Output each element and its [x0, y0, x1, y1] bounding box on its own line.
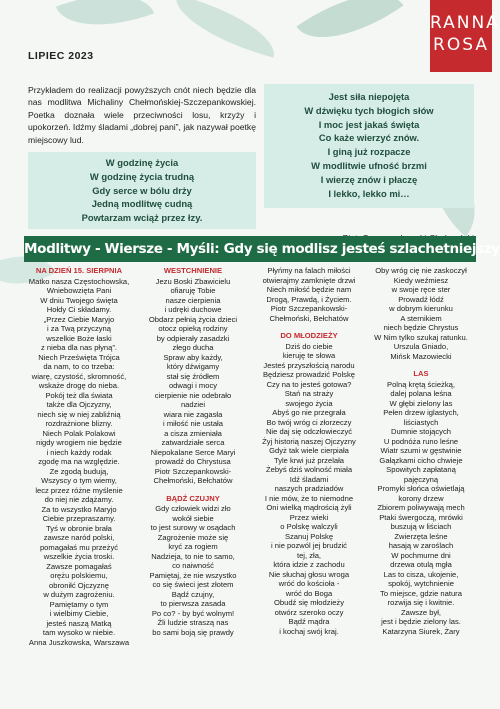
poem-line: Niech miłość będzie nam [266, 285, 352, 294]
poem-line: Czy na to jesteś gotowa? [266, 379, 352, 389]
poem-line: Niepokalane Serce Maryi [150, 447, 236, 457]
poem-line: Pokój też dla świata [45, 390, 113, 400]
poem-line: Oby wróg cię nie zaskoczył [375, 266, 467, 275]
poem-line: Tyś w obronie brała [46, 523, 112, 533]
poem-line: Zawsze był, [400, 607, 442, 617]
poem-line: otwierajmy zamknięte drzwi [262, 275, 356, 285]
poem-line: w swoje ręce ster [391, 285, 451, 294]
poem-line: Obdarz pełnią życia dzieci [148, 314, 238, 324]
poem-line: dalej polana leśna [390, 389, 452, 398]
poem-line: prowadź do Chrystusa [155, 457, 231, 466]
poem-line: Hołdy Ci składamy. [46, 305, 112, 314]
poem-line: lecz przez różne myślenie [35, 485, 123, 495]
poem-title: DO MŁODZIEŻY [280, 331, 338, 340]
poem-line: która idzie z zachodu [273, 560, 345, 569]
poem-line: wiara nie zagasła [163, 409, 223, 419]
leaf-decoration [296, 0, 403, 63]
poem-line: tam wysoko w niebie. [42, 628, 116, 637]
poem-line: i nie pozwól jej brudzić [271, 541, 347, 550]
poem-line: pajęczyną [403, 474, 439, 484]
poem-line: Prowadź łódź [398, 294, 444, 304]
poem-line: Zwierzęta leśne [394, 531, 448, 541]
poem-line: Przez wieki [289, 512, 329, 522]
magazine-logo [430, 0, 500, 72]
poem-line: niech się w niej zabliźnią [37, 409, 121, 419]
poem-line: kieruję te słowa [282, 351, 336, 360]
poem-line: wiarę, czystość, skromność, [31, 371, 127, 381]
poem-line: W Nim tylko szukaj ratunku. [374, 332, 468, 342]
poem-line: Powtarzam wciąż przez łzy. [81, 212, 203, 224]
poem-line: I wierzę znów i płaczę [320, 173, 418, 185]
poem-line: kryć za rogiem [168, 542, 218, 551]
poem-line: z nieba dla nas płyną”. [41, 343, 117, 352]
poem-line: W głębi zielony las [389, 398, 453, 408]
poem-line: Zbiorem poliwywają mech [377, 503, 465, 512]
poem-line: zgodę ma na względzie. [38, 457, 120, 466]
poem-line: Jest siła niepojęta [328, 91, 410, 102]
poem-body [366, 380, 476, 627]
poem-line: Promyki słońca oświetlają [377, 484, 465, 493]
poem-line: Będziesz prowadzić Polskę [262, 370, 355, 379]
poem-line: Tyle krwi już przelała [273, 455, 345, 465]
poem-box-right [264, 84, 474, 208]
poem-line: i miłość nie ustała [163, 419, 223, 428]
intro-text [28, 84, 256, 146]
poem-line: wszelkie Boże łaski [46, 333, 112, 343]
poem-line: Szanuj Polskę [284, 531, 334, 541]
poem-line: który dźwigamy [166, 362, 220, 371]
poem-line: Gdy serce w bólu drży [92, 184, 192, 196]
poem-line: i niech każdy rodak [46, 447, 112, 457]
poem-line: Zawsze pomagałaś [46, 561, 112, 571]
poem-line: Dumnie stojących [391, 427, 451, 436]
poem-line: Gdyż tak wiele cierpiała [269, 446, 349, 455]
poem-line: wróć do kościoła - [278, 579, 340, 588]
poem-line: rozwija się i kwitnie. [387, 598, 455, 607]
poem-line: Matko nasza Częstochowska, [28, 276, 130, 286]
poem-line: Gałązkami cicho chwieje [379, 455, 463, 465]
poem-author: Urszula Gniado, [393, 342, 449, 351]
poem-line: Niech Prześwięta Trójca [38, 352, 120, 362]
poem-line: ofiaruję Tobie [170, 286, 216, 295]
poem-line: Po co? - by być wolnym! [151, 608, 235, 618]
poem-author: Piotr Szczepankowski-Chełmoński, Bełchatów [269, 304, 349, 323]
poem-line: W modlitwie ufność brzmi [311, 159, 427, 171]
poem-line: stał się źródłem [166, 371, 220, 381]
poem-line: Zagrożenie może się [157, 532, 229, 542]
poem-box-left [28, 152, 256, 229]
poem-line: i za Twą przyczyną [46, 324, 111, 333]
poem-line: to pierwsza zasada [160, 599, 226, 608]
poem-line: bo sami boją się prawdy [152, 627, 234, 637]
poem-line: złego ducha [172, 343, 214, 352]
poem-line: W godzinę życia [105, 157, 179, 168]
poem-line: I moc jest jakaś święta [318, 118, 420, 130]
poem-line: I lekko, lekko mi… [328, 187, 410, 199]
poem-line: Jesteś przyszłością narodu [263, 360, 355, 370]
poem-line: Ptaki śwergoczą, mrówki [379, 512, 463, 522]
column-3 [254, 266, 364, 636]
poem-line: Źli ludzie straszą nas [157, 618, 229, 627]
poem-line: U podnóża runo leśne [383, 436, 459, 446]
poem-author: Katarzyna Siurek, Żary [382, 626, 460, 636]
poem-line: Polną krętą ścieżką, [387, 379, 455, 389]
poem-line: jest i będzie zielony las. [381, 617, 461, 626]
poem-line: wskaże drogę do nieba. [38, 381, 120, 390]
logo-line-2: ROSA [433, 35, 489, 55]
poem-line: obroniłć Ojczyznę [49, 580, 109, 590]
column-2 [138, 266, 248, 637]
poem-line: Bądź mądra [288, 617, 330, 626]
poem-line: buszują w liściach [390, 522, 452, 531]
poem-line: Stań na straży [284, 389, 334, 398]
poem-line: wokół siebie [172, 513, 214, 523]
poem-line: Abyś go nie przegrała [272, 408, 346, 417]
poem-line: naszych pradziadów [274, 484, 344, 493]
poem-line: swojego życia [285, 398, 333, 408]
poem-line: i udręki duchowe [164, 305, 222, 314]
poem-body [24, 277, 134, 638]
poem-author: Piotr Szczepankowski-Chełmoński, Bełchatów [153, 466, 233, 485]
poem-line: także dla Ojczyzny, [46, 400, 112, 409]
poem-line: tej, zła, [296, 550, 322, 560]
poem-line: „Przez Ciebie Maryjo [43, 314, 115, 324]
poem-line: jesteś naszą Matką [46, 618, 112, 628]
poem-line: W dźwięku tych błogich słów [304, 104, 434, 116]
poem-line: Ze zgodą budują, [49, 466, 109, 476]
intro-paragraph: Przykładem do realizacji powyższych cnót niech będzie dla nas modlitwa Michaliny Chełmońskiej-Szczepankowskiej. Poetka doznała wiele przeciwności losu, krzyży i upokorzeń. Idźmy śladami „dobrej pani”, jak nazywał poetkę miejscowy lud. [28, 85, 256, 145]
poem-line: by odpierały zasadzki [156, 333, 230, 343]
poem-line: To miejsce, gdzie natura [380, 588, 462, 598]
poem-line: Żebyś dziś wolność miała [265, 465, 353, 474]
poem-line: Spowitych zapłataną [386, 465, 456, 474]
poem-line: hasają w zaroślach [388, 541, 454, 550]
poem-line: W dniu Twojego święta [40, 295, 118, 305]
poem-title: WESTCHNIENIE [163, 266, 223, 275]
poem-line: a cisza zmieniała [164, 428, 222, 438]
poem-line: i wielbimy Ciebie, [49, 609, 109, 618]
poem-line: o Polskę walczyli [280, 522, 338, 531]
column-4 [366, 266, 476, 636]
poem-line: wszelkie życia troski. [43, 552, 115, 561]
poem-line: Spraw aby każdy, [163, 352, 223, 362]
poem-line: zawsze naród polski, [43, 533, 115, 542]
poem-line: Jedną modlitwę cudną [91, 198, 193, 210]
poem-line: zatwardziałe serca [161, 438, 225, 447]
poem-line: pomagałaś mu przeżyć [39, 542, 119, 552]
logo-line-1: RANNA [430, 13, 500, 33]
poem-line: Obudź się młodzieży [273, 598, 345, 607]
poem-line: I giną już rozpacze [327, 146, 411, 158]
poem-line: Pełen drzew iglastych, [383, 408, 459, 417]
poem-line: orężu polskiemu, [50, 571, 108, 580]
poem-line: drzewa otulą mgła [390, 560, 452, 569]
poem-line: nasze cierpienia [165, 295, 221, 305]
poem-line: do niej nie zdążamy. [44, 495, 114, 504]
poem-line: Ciebie przepraszamy. [42, 514, 116, 523]
poem-line: Pamiętaj, że nie wszystko [149, 570, 237, 580]
poem-line: Nadzieja, to nie to samo, [151, 551, 235, 561]
poem-line: otwórz szeroko oczy [274, 607, 344, 617]
poem-body [138, 504, 248, 637]
poem-title: NA DZIEŃ 15. SIERPNIA [35, 266, 123, 275]
poem-line: Oni wielką mądrością żyli [266, 503, 352, 512]
poem-line: Za to wszystko Maryjo [41, 504, 117, 514]
poem-line: Kiedy weźmiesz [393, 275, 449, 285]
poem-line: co naiwność [172, 561, 214, 570]
poem-line: Wszyscy o tym wiemy, [41, 476, 117, 485]
poem-line: Niech Polak Polakowi [42, 428, 116, 438]
poem-line: Idź śladami [289, 474, 329, 484]
section-banner: Modlitwy - Wiersze - Myśli: Gdy się modlisz jesteś szlachetniejszy [24, 236, 476, 262]
poem-line: w dużym zagrożeniu. [43, 590, 115, 599]
poem-line: nigdy wrogiem nie będzie [36, 438, 122, 447]
poem-line: W pochmurne dni [391, 550, 451, 560]
poem-line: spokój, wytchnienie [388, 579, 454, 588]
poem-line: Las to cisza, ukojenie, [383, 569, 459, 579]
poem-line: Płyńmy na falach miłości [267, 266, 351, 275]
poem-line: I nie mów, że to niemodne [264, 493, 354, 503]
poem-line: nadziei [180, 400, 206, 409]
poem-line: Wiatr szumi w gęstwinie [380, 446, 462, 455]
poem-body [138, 277, 248, 467]
poem-line: Bo twój wróg ci złorzeczy [266, 417, 352, 427]
issue-date: LIPIEC 2023 [28, 50, 94, 62]
poem-line: to jest surowy w osądach [150, 523, 236, 532]
poem-body [254, 266, 364, 304]
leaf-decoration [56, 0, 154, 44]
poem-line: Bądź czujny, [171, 589, 215, 599]
poem-line: Gdy człowiek widzi zło [155, 504, 231, 513]
poem-line: w dobrym kierunku [389, 304, 453, 313]
poem-line: wróć do Boga [285, 588, 333, 598]
poem-line: i kochaj swój kraj. [279, 626, 339, 636]
poem-line: co się świeci jest złotem [152, 580, 234, 589]
poem-author-place: Mińsk Mazowiecki [390, 351, 452, 361]
poem-line: otocz opieką rodziny [158, 324, 228, 333]
poem-line: W godzinę życia trudną [89, 170, 195, 182]
poem-line: korony drzew [398, 493, 444, 503]
poem-line: cierpienie nie odebrało [154, 390, 232, 400]
poem-line: Drogą, Prawdą, i Życiem. [266, 294, 352, 304]
poem-line: da nam, to co trzeba: [43, 362, 115, 371]
poem-line: Dziś do ciebie [285, 341, 333, 351]
poem-line: liściastych [403, 417, 439, 427]
poem-line: Wniebowzięta Pani [46, 286, 112, 295]
poem-line: Co każe wierzyć znów. [318, 132, 420, 144]
poem-body [254, 342, 364, 637]
poem-line: Jezu Boski Zbawicielu [155, 276, 231, 286]
poem-line: Nie daj się odczłowieczyć [265, 427, 353, 436]
poem-title: LAS [413, 369, 429, 378]
poem-line: Nie słuchaj głosu wroga [268, 569, 350, 579]
poem-line: niech będzie Chrystus [383, 323, 459, 332]
poem-author: Anna Juszkowska, Warszawa [28, 637, 130, 647]
poem-line: Żyj historią naszej Ojczyzny [262, 436, 356, 446]
poem-line: A sternikiem [400, 313, 442, 323]
poem-title: BĄDŹ CZUJNY [166, 493, 220, 503]
poem-line: Pamiętamy o tym [49, 599, 109, 609]
poem-body [366, 266, 476, 342]
poem-line: rozdrażnione blizny. [45, 419, 113, 428]
poem-line: odwagi i mocy [168, 381, 218, 390]
leaf-decoration [167, 0, 283, 58]
column-1 [24, 266, 134, 647]
